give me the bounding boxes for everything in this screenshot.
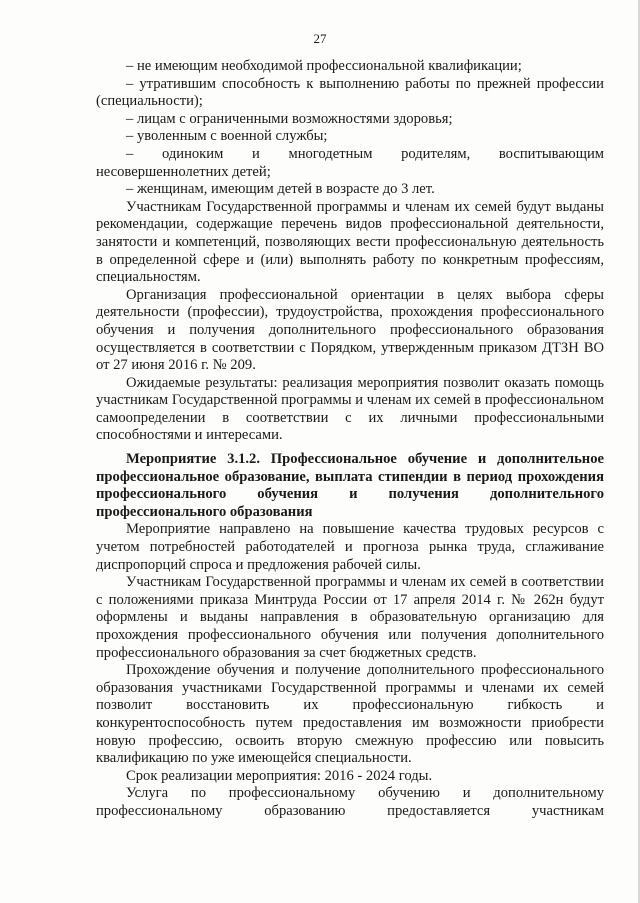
list-item: – уволенным с военной службы; — [126, 128, 328, 145]
paragraph: Мероприятие направлено на повышение качества трудовых ресурсов с учетом потребностей работодателей и прогноза рынка труда, сглаживание диспропорций спроса и предложения рабочей силы. — [96, 521, 604, 573]
list-item: – не имеющим необходимой профессиональной квалификации; — [126, 58, 522, 74]
paragraph: Услуга по профессиональному обучению и дополнительному профессиональному образованию предоставляется участникам — [96, 785, 604, 819]
page-number: 27 — [313, 31, 327, 46]
paragraph: Ожидаемые результаты: реализация мероприятия позволит оказать помощь участникам Государственной программы и членам их семей в профессиональном самоопределении в соответствии с их личными профессиональными способностями и интересами. — [96, 374, 604, 444]
paragraph: Организация профессиональной ориентации в целях выбора сферы деятельности (профессии), трудоустройства, прохождения профессионального обучения и получения дополнительного профессионального образования осуществляется в соответствии с Порядком, утвержденным приказом ДТЗН ВО от 27 июня 2016 г. № 209. — [96, 286, 604, 374]
paragraph: Срок реализации мероприятия: 2016 - 2024 годы. — [126, 767, 433, 784]
list-item: – лицам с ограниченными возможностями здоровья; — [126, 110, 453, 127]
paragraph: Прохождение обучения и получение дополнительного профессионального образования участниками Государственной программы и членами их семей позволит восстановить их профессиональную гибкость и конкурентоспособность путем предоставления им возможности приобрести новую профессию, освоить вторую смежную профессию или повысить квалификацию по уже имеющейся специальности. — [96, 662, 604, 767]
list-item: – женщинам, имеющим детей в возрасте до 3 лет. — [126, 181, 435, 198]
text-block-1 — [96, 58, 604, 445]
list-item: – утратившим способность к выполнению работы по прежней профессии (специальности); — [96, 75, 604, 110]
list-item: – одиноким и многодетным родителям, воспитывающим несовершеннолетних детей; — [96, 145, 604, 180]
text-block-2 — [96, 451, 604, 820]
section-heading: Мероприятие 3.1.2. Профессиональное обучение и дополнительное профессиональное образование, выплата стипендии в период прохождения профессионального обучения и получения дополнительного профессионального образования — [96, 451, 604, 520]
paragraph: Участникам Государственной программы и членам их семей будут выданы рекомендации, содержащие перечень видов профессиональной деятельности, занятости и компетенций, позволяющих вести профессиональную деятельность в определенной сфере и (или) выполнять работу по конкретным профессиям, специальностям. — [96, 198, 604, 286]
paragraph: Участникам Государственной программы и членам их семей в соответствии с положениями приказа Минтруда России от 17 апреля 2014 г. № 262н будут оформлены и выданы направления в образовательную организацию для прохождения профессионального обучения или получения дополнительного профессионального образования за счет бюджетных средств. — [96, 574, 604, 661]
